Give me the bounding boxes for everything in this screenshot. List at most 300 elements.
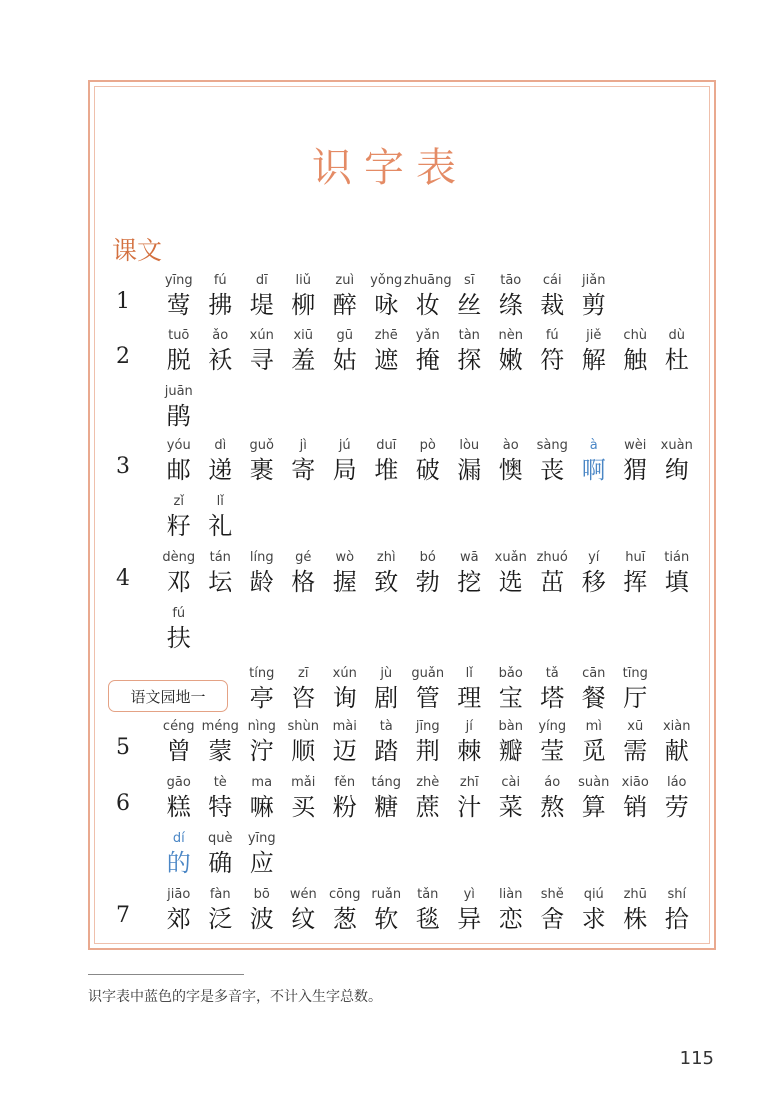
pinyin: tuō bbox=[168, 328, 190, 343]
hanzi: 寻 bbox=[249, 346, 274, 374]
pinyin: méng bbox=[201, 719, 239, 734]
pinyin: tǎn bbox=[417, 887, 439, 902]
character-row bbox=[158, 383, 200, 431]
hanzi: 递 bbox=[208, 456, 233, 484]
lesson-number: 4 bbox=[116, 566, 130, 591]
character-cell bbox=[366, 549, 408, 597]
pinyin: tè bbox=[213, 775, 227, 790]
hanzi: 踏 bbox=[374, 737, 399, 765]
footnote-divider bbox=[88, 974, 244, 975]
pinyin: wèi bbox=[624, 438, 647, 453]
hanzi: 挥 bbox=[623, 568, 648, 596]
character-cell bbox=[532, 886, 574, 934]
character-cell bbox=[490, 272, 532, 320]
character-cell bbox=[241, 665, 283, 713]
hanzi: 蔗 bbox=[415, 793, 440, 821]
hanzi: 剧 bbox=[374, 684, 399, 712]
pinyin: bàn bbox=[498, 719, 523, 734]
character-cell bbox=[573, 665, 615, 713]
hanzi: 特 bbox=[208, 793, 233, 821]
pinyin: yí bbox=[588, 550, 600, 565]
pinyin: nèn bbox=[498, 328, 523, 343]
character-cell bbox=[200, 830, 242, 878]
pinyin: cān bbox=[582, 666, 606, 681]
hanzi: 粉 bbox=[332, 793, 357, 821]
hanzi: 献 bbox=[664, 737, 689, 765]
hanzi: 绚 bbox=[664, 456, 689, 484]
hanzi: 嘛 bbox=[249, 793, 274, 821]
pinyin: à bbox=[589, 438, 598, 453]
character-cell bbox=[449, 272, 491, 320]
page-title: 识字表 bbox=[312, 145, 468, 191]
character-cell bbox=[366, 272, 408, 320]
pinyin: fú bbox=[172, 606, 186, 621]
hanzi: 格 bbox=[291, 568, 316, 596]
character-cell bbox=[324, 272, 366, 320]
pinyin: xiāo bbox=[621, 775, 649, 790]
hanzi: 邮 bbox=[166, 456, 191, 484]
pinyin: yíng bbox=[538, 719, 567, 734]
pinyin: suàn bbox=[578, 775, 610, 790]
character-cell bbox=[200, 549, 242, 597]
pinyin: dì bbox=[214, 438, 227, 453]
hanzi: 波 bbox=[249, 905, 274, 933]
character-cell bbox=[200, 718, 242, 766]
pinyin: bō bbox=[253, 887, 270, 902]
pinyin: jīng bbox=[415, 719, 440, 734]
hanzi: 咨 bbox=[291, 684, 316, 712]
pinyin: zhē bbox=[374, 328, 398, 343]
hanzi: 猬 bbox=[623, 456, 648, 484]
hanzi: 致 bbox=[374, 568, 399, 596]
character-cell bbox=[200, 272, 242, 320]
pinyin: ǎo bbox=[212, 328, 229, 343]
hanzi: 咏 bbox=[374, 291, 399, 319]
character-cell bbox=[615, 886, 657, 934]
character-cell bbox=[241, 774, 283, 822]
lesson-number: 7 bbox=[116, 903, 130, 928]
character-cell bbox=[283, 327, 325, 375]
character-cell bbox=[656, 437, 698, 485]
hanzi: 厅 bbox=[623, 684, 648, 712]
character-cell bbox=[241, 272, 283, 320]
character-cell bbox=[656, 886, 698, 934]
character-row bbox=[158, 549, 698, 597]
hanzi: 局 bbox=[332, 456, 357, 484]
character-cell bbox=[573, 549, 615, 597]
character-cell bbox=[407, 718, 449, 766]
hanzi: 遮 bbox=[374, 346, 399, 374]
character-cell bbox=[615, 549, 657, 597]
hanzi: 销 bbox=[623, 793, 648, 821]
character-cell bbox=[656, 327, 698, 375]
character-cell bbox=[158, 493, 200, 541]
pinyin: láo bbox=[666, 775, 687, 790]
hanzi: 确 bbox=[208, 849, 233, 877]
pinyin: dī bbox=[255, 273, 268, 288]
character-row bbox=[158, 327, 698, 375]
character-cell bbox=[241, 718, 283, 766]
character-cell bbox=[656, 718, 698, 766]
character-row bbox=[158, 437, 698, 485]
character-cell bbox=[532, 437, 574, 485]
pinyin: ma bbox=[251, 775, 273, 790]
spacer bbox=[158, 665, 200, 713]
pinyin: lòu bbox=[459, 438, 480, 453]
character-row bbox=[158, 493, 241, 541]
character-cell bbox=[532, 549, 574, 597]
character-cell bbox=[324, 437, 366, 485]
hanzi: 杜 bbox=[664, 346, 689, 374]
pinyin: wā bbox=[459, 550, 479, 565]
pinyin: què bbox=[208, 831, 233, 846]
character-cell bbox=[407, 665, 449, 713]
hanzi: 丝 bbox=[457, 291, 482, 319]
character-cell bbox=[532, 327, 574, 375]
pinyin: pò bbox=[419, 438, 436, 453]
hanzi: 买 bbox=[291, 793, 316, 821]
pinyin: tà bbox=[379, 719, 393, 734]
hanzi: 茁 bbox=[540, 568, 565, 596]
character-cell bbox=[158, 774, 200, 822]
character-cell bbox=[200, 774, 242, 822]
pinyin: yǎn bbox=[415, 328, 440, 343]
character-cell bbox=[615, 665, 657, 713]
pinyin: tāo bbox=[500, 273, 522, 288]
pinyin: táng bbox=[371, 775, 402, 790]
hanzi: 触 bbox=[623, 346, 648, 374]
character-cell bbox=[490, 886, 532, 934]
character-cell bbox=[366, 774, 408, 822]
hanzi: 管 bbox=[415, 684, 440, 712]
hanzi: 解 bbox=[581, 346, 606, 374]
section-heading: 课文 bbox=[112, 236, 163, 265]
pinyin: bó bbox=[419, 550, 436, 565]
character-cell bbox=[490, 437, 532, 485]
character-cell bbox=[615, 437, 657, 485]
pinyin: shí bbox=[667, 887, 687, 902]
hanzi: 龄 bbox=[249, 568, 274, 596]
character-row bbox=[158, 605, 200, 653]
character-cell bbox=[283, 665, 325, 713]
pinyin: tīng bbox=[622, 666, 648, 681]
character-cell bbox=[366, 718, 408, 766]
pinyin: bǎo bbox=[498, 666, 523, 681]
pinyin: cài bbox=[501, 775, 521, 790]
character-cell bbox=[407, 774, 449, 822]
character-cell bbox=[283, 549, 325, 597]
hanzi: 熬 bbox=[540, 793, 565, 821]
pinyin: qiú bbox=[583, 887, 604, 902]
character-cell bbox=[449, 327, 491, 375]
hanzi: 莺 bbox=[166, 291, 191, 319]
character-row bbox=[158, 665, 656, 713]
character-cell bbox=[366, 886, 408, 934]
pinyin: guǎn bbox=[411, 666, 445, 681]
hanzi: 糖 bbox=[374, 793, 399, 821]
character-cell bbox=[615, 327, 657, 375]
pinyin: yóu bbox=[166, 438, 191, 453]
character-cell bbox=[573, 886, 615, 934]
character-cell bbox=[324, 774, 366, 822]
hanzi: 填 bbox=[664, 568, 689, 596]
pinyin: duī bbox=[376, 438, 397, 453]
character-cell bbox=[241, 830, 283, 878]
character-cell bbox=[490, 549, 532, 597]
character-cell bbox=[573, 718, 615, 766]
hanzi: 符 bbox=[540, 346, 565, 374]
hanzi: 迈 bbox=[332, 737, 357, 765]
pinyin: líng bbox=[249, 550, 274, 565]
character-cell bbox=[573, 327, 615, 375]
character-cell bbox=[615, 718, 657, 766]
character-row bbox=[158, 718, 698, 766]
pinyin: zhì bbox=[376, 550, 396, 565]
character-cell bbox=[241, 437, 283, 485]
character-cell bbox=[283, 437, 325, 485]
character-cell bbox=[532, 718, 574, 766]
pinyin: mài bbox=[332, 719, 357, 734]
hanzi: 软 bbox=[374, 905, 399, 933]
character-cell bbox=[407, 437, 449, 485]
pinyin: liàn bbox=[499, 887, 523, 902]
lesson-number: 2 bbox=[116, 344, 130, 369]
hanzi: 醉 bbox=[332, 291, 357, 319]
character-cell bbox=[158, 272, 200, 320]
pinyin: fàn bbox=[209, 887, 231, 902]
hanzi: 瓣 bbox=[498, 737, 523, 765]
pinyin: jiāo bbox=[167, 887, 191, 902]
hanzi: 郊 bbox=[166, 905, 191, 933]
hanzi: 啊 bbox=[581, 456, 606, 484]
character-row bbox=[158, 774, 698, 822]
pinyin: tíng bbox=[249, 666, 275, 681]
character-row bbox=[158, 830, 283, 878]
character-cell bbox=[324, 718, 366, 766]
character-cell bbox=[283, 718, 325, 766]
character-cell bbox=[573, 437, 615, 485]
hanzi: 堤 bbox=[249, 291, 274, 319]
character-cell bbox=[532, 272, 574, 320]
character-cell bbox=[200, 886, 242, 934]
character-cell bbox=[490, 327, 532, 375]
character-cell bbox=[449, 549, 491, 597]
pinyin: zhè bbox=[416, 775, 440, 790]
hanzi: 荆 bbox=[415, 737, 440, 765]
character-cell bbox=[158, 605, 200, 653]
hanzi: 算 bbox=[581, 793, 606, 821]
hanzi: 姑 bbox=[332, 346, 357, 374]
character-cell bbox=[449, 886, 491, 934]
hanzi: 拾 bbox=[664, 905, 689, 933]
pinyin: zhuāng bbox=[403, 273, 452, 288]
character-cell bbox=[241, 327, 283, 375]
pinyin: ào bbox=[502, 438, 519, 453]
pinyin: jú bbox=[338, 438, 351, 453]
lesson-number: 3 bbox=[116, 454, 130, 479]
garden-label: 语文园地一 bbox=[108, 680, 228, 712]
hanzi: 柳 bbox=[291, 291, 316, 319]
lesson-number: 1 bbox=[116, 289, 130, 314]
hanzi: 握 bbox=[332, 568, 357, 596]
pinyin: nìng bbox=[247, 719, 276, 734]
hanzi: 异 bbox=[457, 905, 482, 933]
character-cell bbox=[200, 493, 242, 541]
character-cell bbox=[200, 437, 242, 485]
pinyin: zhū bbox=[623, 887, 647, 902]
pinyin: fú bbox=[213, 273, 227, 288]
hanzi: 鹃 bbox=[166, 402, 191, 430]
character-cell bbox=[366, 665, 408, 713]
character-cell bbox=[449, 437, 491, 485]
page-number: 115 bbox=[679, 1048, 714, 1069]
character-cell bbox=[490, 718, 532, 766]
pinyin: jì bbox=[299, 438, 307, 453]
character-cell bbox=[573, 774, 615, 822]
pinyin: tián bbox=[664, 550, 690, 565]
character-cell bbox=[490, 774, 532, 822]
character-cell bbox=[283, 886, 325, 934]
pinyin: céng bbox=[162, 719, 195, 734]
hanzi: 蒙 bbox=[208, 737, 233, 765]
character-cell bbox=[283, 272, 325, 320]
pinyin: juān bbox=[164, 384, 193, 399]
pinyin: tán bbox=[209, 550, 231, 565]
pinyin: yǒng bbox=[370, 273, 403, 288]
pinyin: dù bbox=[668, 328, 685, 343]
hanzi: 纹 bbox=[291, 905, 316, 933]
pinyin: xuàn bbox=[660, 438, 693, 453]
character-cell bbox=[407, 549, 449, 597]
pinyin: jí bbox=[465, 719, 473, 734]
hanzi: 掩 bbox=[415, 346, 440, 374]
hanzi: 裁 bbox=[540, 291, 565, 319]
pinyin: xuǎn bbox=[494, 550, 527, 565]
pinyin: gāo bbox=[166, 775, 191, 790]
pinyin: shùn bbox=[287, 719, 319, 734]
hanzi: 袄 bbox=[208, 346, 233, 374]
hanzi: 莹 bbox=[540, 737, 565, 765]
character-cell bbox=[324, 549, 366, 597]
character-row bbox=[158, 886, 698, 934]
character-cell bbox=[158, 718, 200, 766]
character-cell bbox=[158, 327, 200, 375]
pinyin: sàng bbox=[536, 438, 568, 453]
character-cell bbox=[407, 327, 449, 375]
pinyin: dèng bbox=[162, 550, 196, 565]
pinyin: ruǎn bbox=[371, 887, 402, 902]
pinyin: zhī bbox=[459, 775, 479, 790]
pinyin: tǎ bbox=[545, 666, 559, 681]
hanzi: 挖 bbox=[457, 568, 482, 596]
hanzi: 泞 bbox=[249, 737, 274, 765]
character-cell bbox=[324, 327, 366, 375]
character-cell bbox=[532, 665, 574, 713]
pinyin: jiě bbox=[586, 328, 602, 343]
pinyin: shě bbox=[540, 887, 564, 902]
pinyin: zī bbox=[298, 666, 309, 681]
pinyin: zuì bbox=[335, 273, 355, 288]
hanzi: 菜 bbox=[498, 793, 523, 821]
pinyin: áo bbox=[544, 775, 561, 790]
pinyin: zhuó bbox=[536, 550, 568, 565]
character-cell bbox=[200, 327, 242, 375]
character-cell bbox=[656, 774, 698, 822]
hanzi: 籽 bbox=[166, 512, 191, 540]
pinyin: xiàn bbox=[662, 719, 691, 734]
pinyin: xū bbox=[627, 719, 644, 734]
character-cell bbox=[573, 272, 615, 320]
character-cell bbox=[158, 549, 200, 597]
hanzi: 劳 bbox=[664, 793, 689, 821]
hanzi: 葱 bbox=[332, 905, 357, 933]
character-cell bbox=[656, 549, 698, 597]
hanzi: 脱 bbox=[166, 346, 191, 374]
pinyin: tàn bbox=[458, 328, 480, 343]
pinyin: mì bbox=[585, 719, 602, 734]
pinyin: fěn bbox=[334, 775, 356, 790]
hanzi: 餐 bbox=[581, 684, 606, 712]
hanzi: 选 bbox=[498, 568, 523, 596]
hanzi: 绦 bbox=[498, 291, 523, 319]
character-cell bbox=[366, 437, 408, 485]
character-cell bbox=[283, 774, 325, 822]
character-cell bbox=[158, 886, 200, 934]
pinyin: dí bbox=[172, 831, 185, 846]
pinyin: zǐ bbox=[173, 494, 184, 509]
pinyin: xiū bbox=[293, 328, 314, 343]
hanzi: 询 bbox=[332, 684, 357, 712]
pinyin: jiǎn bbox=[582, 273, 606, 288]
hanzi: 应 bbox=[249, 849, 274, 877]
hanzi: 寄 bbox=[291, 456, 316, 484]
hanzi: 破 bbox=[415, 456, 440, 484]
hanzi: 坛 bbox=[208, 568, 233, 596]
hanzi: 糕 bbox=[166, 793, 191, 821]
footnote: 识字表中蓝色的字是多音字，不计入生字总数。 bbox=[88, 989, 382, 1005]
hanzi: 邓 bbox=[166, 568, 191, 596]
hanzi: 棘 bbox=[457, 737, 482, 765]
hanzi: 宝 bbox=[498, 684, 523, 712]
character-cell bbox=[532, 774, 574, 822]
pinyin: wò bbox=[335, 550, 355, 565]
hanzi: 堆 bbox=[374, 456, 399, 484]
hanzi: 嫩 bbox=[498, 346, 523, 374]
hanzi: 需 bbox=[623, 737, 648, 765]
character-cell bbox=[407, 886, 449, 934]
character-cell bbox=[449, 774, 491, 822]
pinyin: huī bbox=[625, 550, 646, 565]
pinyin: liǔ bbox=[295, 273, 311, 288]
hanzi: 妆 bbox=[415, 291, 440, 319]
hanzi: 扶 bbox=[166, 624, 191, 652]
spacer bbox=[200, 665, 242, 713]
hanzi: 礼 bbox=[208, 512, 233, 540]
character-cell bbox=[324, 886, 366, 934]
pinyin: mǎi bbox=[291, 775, 316, 790]
pinyin: lǐ bbox=[216, 494, 224, 509]
hanzi: 恋 bbox=[498, 905, 523, 933]
hanzi: 探 bbox=[457, 346, 482, 374]
hanzi: 羞 bbox=[291, 346, 316, 374]
hanzi: 理 bbox=[457, 684, 482, 712]
hanzi: 汁 bbox=[457, 793, 482, 821]
hanzi: 觅 bbox=[581, 737, 606, 765]
hanzi: 求 bbox=[581, 905, 606, 933]
character-cell bbox=[158, 830, 200, 878]
pinyin: cái bbox=[542, 273, 562, 288]
pinyin: chù bbox=[623, 328, 648, 343]
